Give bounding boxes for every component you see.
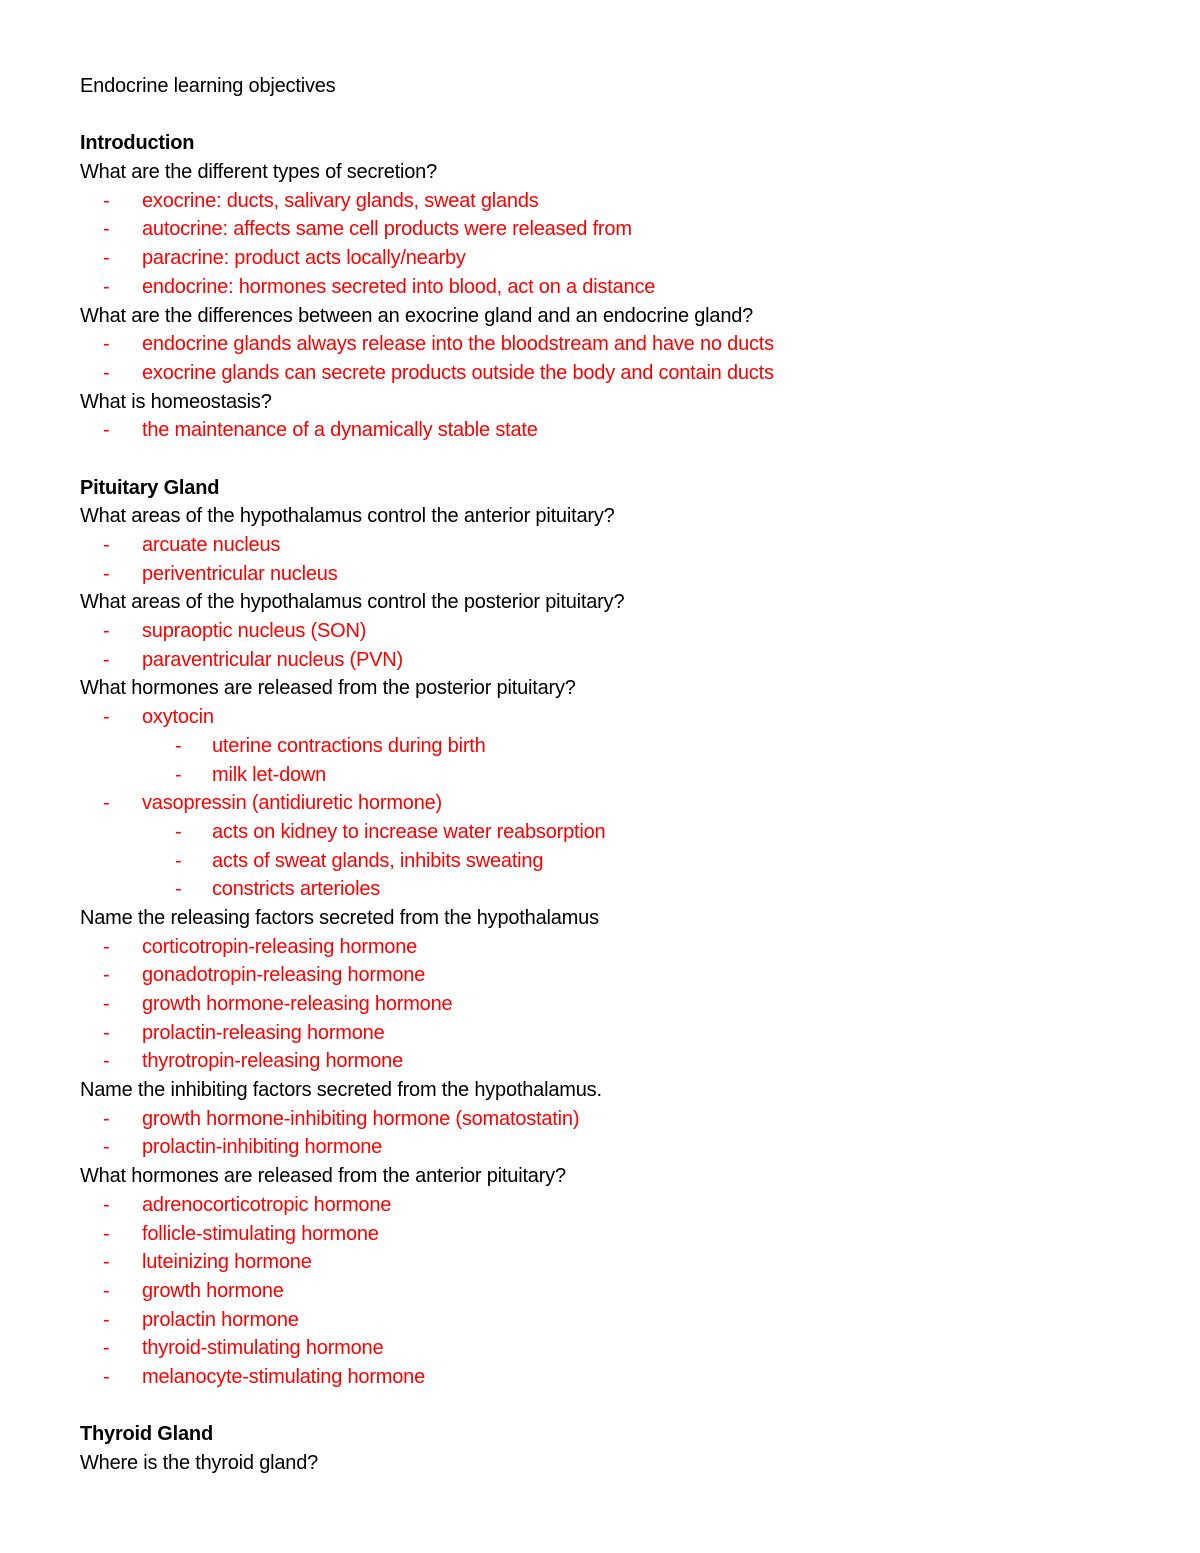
- bullet-dash: -: [103, 1279, 110, 1302]
- spacer: [80, 101, 1200, 130]
- sub-answer-item: [80, 875, 1200, 904]
- sub-answer-item-text: acts on kidney to increase water reabsorption: [212, 820, 606, 843]
- bullet-dash: -: [103, 218, 110, 241]
- sub-answer-item: [80, 818, 1200, 847]
- answer-item-text: arcuate nucleus: [142, 534, 281, 556]
- answer-item: [80, 1334, 1200, 1363]
- section-heading: Pituitary Gland: [80, 476, 220, 499]
- answer-item: [80, 531, 1200, 560]
- bullet-dash: -: [103, 361, 110, 384]
- question: What hormones are released from the anterior pituitary?: [80, 1165, 566, 1188]
- document-body: [80, 101, 1200, 1478]
- question: What are the different types of secretion?: [80, 161, 437, 184]
- answer-item-text: corticotropin-releasing hormone: [142, 935, 418, 958]
- answer-item-text: thyrotropin-releasing hormone: [142, 1050, 404, 1073]
- spacer: [80, 445, 1200, 474]
- answer-item-text: paracrine: product acts locally/nearby: [142, 247, 466, 270]
- answer-item-text: growth hormone-releasing hormone: [142, 993, 453, 1015]
- answer-item: [80, 1306, 1200, 1335]
- bullet-dash: -: [103, 333, 110, 356]
- question: What areas of the hypothalamus control the posterior pituitary?: [80, 591, 625, 614]
- answer-item-text: vasopressin (antidiuretic hormone): [142, 792, 443, 815]
- answer-item-text: oxytocin: [142, 706, 214, 729]
- bullet-dash: -: [103, 1365, 110, 1388]
- bullet-dash: -: [103, 1193, 110, 1216]
- answer-item: [80, 703, 1200, 732]
- question: Where is the thyroid gland?: [80, 1452, 319, 1474]
- answer-item: [80, 1277, 1200, 1306]
- bullet-dash: -: [175, 878, 182, 901]
- answer-item: [80, 646, 1200, 675]
- answer-item-text: gonadotropin-releasing hormone: [142, 964, 426, 987]
- answer-item-text: paraventricular nucleus (PVN): [142, 648, 403, 671]
- answer-item: [80, 1019, 1200, 1048]
- bullet-dash: -: [103, 534, 110, 556]
- answer-item-text: autocrine: affects same cell products were released from: [142, 218, 632, 241]
- answer-item: [80, 933, 1200, 962]
- answer-item: [80, 1248, 1200, 1277]
- bullet-dash: -: [103, 1050, 110, 1073]
- bullet-dash: -: [103, 620, 110, 643]
- question: What hormones are released from the posterior pituitary?: [80, 677, 576, 700]
- bullet-dash: -: [175, 734, 182, 757]
- answer-item-text: prolactin-inhibiting hormone: [142, 1136, 383, 1159]
- bullet-dash: -: [103, 189, 110, 212]
- bullet-dash: -: [103, 1251, 110, 1274]
- question: What are the differences between an exocrine gland and an endocrine gland?: [80, 304, 754, 327]
- bullet-dash: -: [103, 247, 110, 270]
- answer-item: [80, 1105, 1200, 1134]
- answer-item: [80, 1133, 1200, 1162]
- answer-item-text: periventricular nucleus: [142, 562, 338, 585]
- answer-item: [80, 990, 1200, 1019]
- sub-answer-item: [80, 732, 1200, 761]
- answer-item: [80, 1363, 1200, 1392]
- answer-item-text: the maintenance of a dynamically stable state: [142, 419, 538, 442]
- bullet-dash: -: [103, 935, 110, 958]
- bullet-dash: -: [103, 562, 110, 585]
- answer-item: [80, 1220, 1200, 1249]
- answer-item-text: thyroid-stimulating hormone: [142, 1337, 384, 1360]
- answer-item-text: supraoptic nucleus (SON): [142, 620, 367, 643]
- answer-item-text: endocrine glands always release into the bloodstream and have no ducts: [142, 333, 774, 356]
- bullet-dash: -: [103, 1107, 110, 1130]
- answer-item-text: endocrine: hormones secreted into blood, act on a distance: [142, 275, 656, 298]
- bullet-dash: -: [175, 849, 182, 872]
- bullet-dash: -: [103, 993, 110, 1015]
- answer-item: [80, 1047, 1200, 1076]
- question: Name the releasing factors secreted from the hypothalamus: [80, 906, 599, 929]
- answer-item-text: prolactin hormone: [142, 1308, 299, 1331]
- answer-item-text: melanocyte-stimulating hormone: [142, 1365, 426, 1388]
- question: What is homeostasis?: [80, 390, 272, 413]
- answer-item: [80, 215, 1200, 244]
- section-heading: Introduction: [80, 132, 195, 155]
- answer-item: [80, 1191, 1200, 1220]
- answer-item: [80, 416, 1200, 445]
- answer-item: [80, 560, 1200, 589]
- answer-item-text: growth hormone-inhibiting hormone (somatostatin): [142, 1107, 580, 1130]
- bullet-dash: -: [103, 964, 110, 987]
- answer-item-text: adrenocorticotropic hormone: [142, 1193, 392, 1216]
- section-heading: Thyroid Gland: [80, 1423, 213, 1446]
- sub-answer-item-text: milk let-down: [212, 763, 327, 786]
- answer-item: [80, 330, 1200, 359]
- bullet-dash: -: [103, 1308, 110, 1331]
- answer-item: [80, 789, 1200, 818]
- answer-item-text: growth hormone: [142, 1279, 284, 1302]
- answer-item-text: follicle-stimulating hormone: [142, 1222, 379, 1245]
- spacer: [80, 1392, 1200, 1421]
- bullet-dash: -: [103, 419, 110, 442]
- bullet-dash: -: [103, 648, 110, 671]
- answer-item-text: exocrine: ducts, salivary glands, sweat glands: [142, 189, 539, 212]
- bullet-dash: -: [103, 792, 110, 815]
- answer-item: [80, 273, 1200, 302]
- answer-item: [80, 359, 1200, 388]
- bullet-dash: -: [175, 820, 182, 843]
- answer-item-text: prolactin-releasing hormone: [142, 1021, 385, 1044]
- bullet-dash: -: [175, 763, 182, 786]
- bullet-dash: -: [103, 1222, 110, 1245]
- bullet-dash: -: [103, 1337, 110, 1360]
- answer-item: [80, 617, 1200, 646]
- question: Name the inhibiting factors secreted from the hypothalamus.: [80, 1079, 602, 1102]
- bullet-dash: -: [103, 1136, 110, 1159]
- answer-item-text: exocrine glands can secrete products outside the body and contain ducts: [142, 361, 774, 384]
- sub-answer-item-text: acts of sweat glands, inhibits sweating: [212, 849, 544, 872]
- bullet-dash: -: [103, 275, 110, 298]
- sub-answer-item: [80, 761, 1200, 790]
- answer-item: [80, 961, 1200, 990]
- answer-item: [80, 187, 1200, 216]
- answer-item: [80, 244, 1200, 273]
- document-title: Endocrine learning objectives: [80, 75, 336, 97]
- answer-item-text: luteinizing hormone: [142, 1251, 312, 1274]
- sub-answer-item: [80, 847, 1200, 876]
- bullet-dash: -: [103, 706, 110, 729]
- bullet-dash: -: [103, 1021, 110, 1044]
- question: What areas of the hypothalamus control the anterior pituitary?: [80, 505, 615, 528]
- sub-answer-item-text: uterine contractions during birth: [212, 734, 486, 757]
- sub-answer-item-text: constricts arterioles: [212, 878, 381, 901]
